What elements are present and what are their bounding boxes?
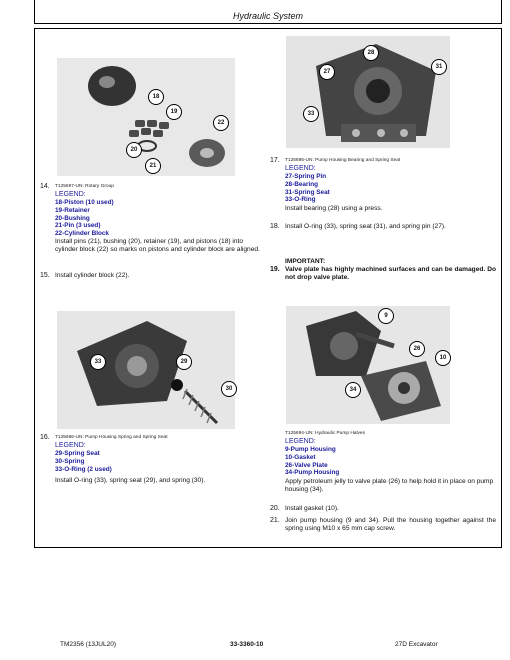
figure-caption: T125697-UN: Rotary Group [55,184,114,189]
step-number: 20. [270,505,280,512]
page-title: Hydraulic System [232,11,304,21]
legend-title: LEGEND: [285,165,316,173]
legend-item: 26-Valve Plate [285,461,328,469]
footer-left: TM2356 (13JUL20) [60,641,116,648]
legend-item: 9-Pump Housing [285,446,336,454]
photo-hydraulic-pump-halves [286,306,450,424]
hydraulic-pump-halves-illustration [286,306,450,424]
callout-22: 22 [213,115,229,131]
callout-31: 31 [431,59,447,75]
pump-halves-instruction: Apply petroleum jelly to valve plate (26) to help hold it in place on pump housing (34). [285,477,494,493]
legend-title: LEGEND: [55,191,86,199]
legend-item: 28-Bearing [285,181,319,188]
legend-item: 27-Spring Pin [285,173,327,181]
callout-10: 10 [435,350,451,366]
legend-item: 33-O-Ring (2 used) [55,465,112,473]
legend-item: 31-Spring Seat [285,188,330,196]
step-17 [270,157,495,204]
legend-item: 29-Spring Seat [55,450,100,458]
callout-27: 27 [319,64,335,80]
callout-33b: 33 [303,106,319,122]
callout-30: 30 [221,381,237,397]
step-pump-halves [285,430,495,494]
step-18-instruction: Install O-ring (33), spring seat (31), and spring pin (27). [285,223,446,230]
step-number: 17. [270,157,280,164]
legend-item: 19-Retainer [55,207,90,214]
legend-title: LEGEND: [55,442,86,450]
step-15-instruction: Install cylinder block (22). [55,272,130,279]
step-number: 21. [270,517,280,524]
figure-caption: T125694-UN: Hydraulic Pump Halves [285,431,365,436]
step-number: 18. [270,223,280,230]
legend-item: 34-Pump Housing [285,469,340,477]
legend-item: 10-Gasket [285,454,316,461]
figure-caption: T125695-UN: Pump Housing Bearing and Spring Seat [285,158,401,163]
step-number: 16. [40,434,50,441]
callout-28: 28 [363,45,379,61]
callout-19: 19 [166,104,182,120]
callout-21: 21 [145,158,161,174]
footer-page-number: 33-3360-10 [230,641,264,648]
step-number: 19. [270,266,280,273]
step-number: 15. [40,272,50,279]
callout-9: 9 [378,308,394,324]
important-label: IMPORTANT: [285,258,326,265]
step-number: 14. [40,183,50,190]
legend-item: 30-Spring [55,458,85,465]
rotary-group-illustration [57,58,235,176]
legend-item: 22-Cylinder Block [55,229,109,237]
callout-26: 26 [409,341,425,357]
page-header-frame [34,0,502,24]
step-14-instruction: Install pins (21), bushing (20), retainer (19), and pistons (18) into cylinder block (22) so marks on pistons and cylinder block are aligned. [55,238,260,253]
legend-item: 33-O-Ring [285,196,316,204]
figure-caption: T125696-UN: Pump Housing Spring and Spring Seat [55,435,168,440]
photo-pump-housing-spring [57,311,235,429]
callout-20: 20 [126,142,142,158]
photo-rotary-group [57,58,235,176]
callout-18: 18 [148,89,164,105]
callout-33: 33 [90,354,106,370]
legend-item: 18-Piston (10 used) [55,199,114,207]
step-16-instruction: Install O-ring (33), spring seat (29), and spring (30). [55,477,206,484]
step-20-instruction: Install gasket (10). [285,505,339,512]
pump-housing-spring-illustration [57,311,235,429]
legend-title: LEGEND: [285,438,316,446]
step-21-instruction: Join pump housing (9 and 34). Pull the housing together against the spring using M10 x 65 mm cap screw. [285,517,496,533]
step-14 [40,183,265,237]
footer-right: 27D Excavator [395,641,438,648]
legend-item: 20-Bushing [55,214,90,222]
step-17-instruction: Install bearing (28) using a press. [285,205,383,212]
callout-34: 34 [345,382,361,398]
legend-item: 21-Pin (3 used) [55,222,101,230]
step-19-instruction: Valve plate has highly machined surfaces and can be damaged. Do not drop valve plate. [285,266,496,282]
callout-29: 29 [176,354,192,370]
step-16 [40,434,265,473]
